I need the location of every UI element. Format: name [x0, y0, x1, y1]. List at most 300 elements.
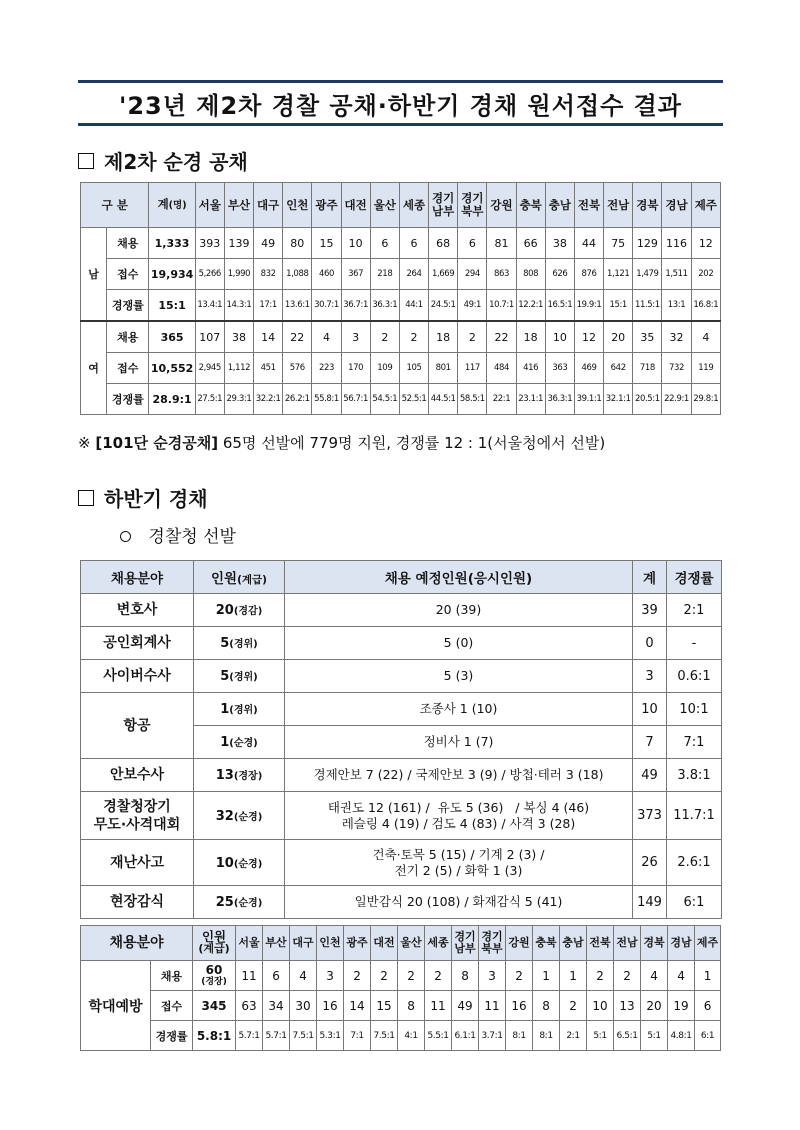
public-recruitment-table — [80, 182, 721, 415]
table-row — [81, 259, 721, 290]
page-title: '23년 제2차 경찰 공채·하반기 경채 원서접수 결과 — [78, 80, 723, 126]
plan-cell: 일반감식 20 (108) / 화재감식 5 (41) — [285, 886, 633, 919]
value-cell: 5:1 — [641, 1021, 668, 1051]
value-cell: 16 — [506, 991, 533, 1021]
table-header-row — [81, 183, 721, 228]
value-cell: 22:1 — [487, 384, 516, 415]
value-cell: 105 — [399, 353, 428, 384]
value-cell: 4 — [641, 961, 668, 991]
header-region: 부산 — [263, 926, 290, 961]
value-cell: 3 — [317, 961, 344, 991]
value-cell: 6.5:1 — [614, 1021, 641, 1051]
header-region: 대전 — [371, 926, 398, 961]
ratio-cell: 11.7:1 — [667, 792, 722, 840]
value-cell: 223 — [312, 353, 341, 384]
total-cell: 60 (경장) — [193, 961, 236, 991]
header-region: 대구 — [290, 926, 317, 961]
table-header-row — [81, 561, 722, 594]
ratio-cell: 6:1 — [667, 886, 722, 919]
header-region: 전북 — [574, 183, 603, 228]
value-cell: 6 — [263, 961, 290, 991]
value-cell: 1 — [695, 961, 721, 991]
header-region: 광주 — [344, 926, 371, 961]
value-cell: 19.9:1 — [574, 290, 603, 322]
header-region: 대구 — [254, 183, 283, 228]
note-label: [101단 순경공채] — [95, 434, 219, 452]
value-cell: 4 — [312, 321, 341, 353]
value-cell: 23.1:1 — [516, 384, 545, 415]
row-label-cell: 접수 — [107, 353, 149, 384]
value-cell: 54.5:1 — [370, 384, 399, 415]
value-cell: 2 — [560, 991, 587, 1021]
value-cell: 7.5:1 — [371, 1021, 398, 1051]
value-cell: 29.8:1 — [691, 384, 720, 415]
total-cell: 373 — [633, 792, 667, 840]
value-cell: 13.4:1 — [195, 290, 224, 322]
value-cell: 19 — [668, 991, 695, 1021]
header-region: 충북 — [516, 183, 545, 228]
value-cell: 294 — [458, 259, 487, 290]
value-cell: 16.5:1 — [545, 290, 574, 322]
value-cell: 2,945 — [195, 353, 224, 384]
row-label-cell: 채용 — [151, 961, 193, 991]
value-cell: 6 — [370, 228, 399, 259]
square-bullet-icon — [78, 490, 94, 506]
row-label-cell: 채용 — [107, 321, 149, 353]
total-cell: 26 — [633, 840, 667, 886]
value-cell: 2:1 — [560, 1021, 587, 1051]
value-cell: 1 — [533, 961, 560, 991]
plan-cell: 5 (3) — [285, 660, 633, 693]
value-cell: 416 — [516, 353, 545, 384]
ratio-cell: 0.6:1 — [667, 660, 722, 693]
value-cell: 36.7:1 — [341, 290, 370, 322]
field-cell: 재난사고 — [81, 840, 194, 886]
value-cell: 5.5:1 — [425, 1021, 452, 1051]
value-cell: 1 — [560, 961, 587, 991]
total-cell: 19,934 — [149, 259, 195, 290]
header-region: 충북 — [533, 926, 560, 961]
header-region: 서울 — [236, 926, 263, 961]
value-cell: 10 — [587, 991, 614, 1021]
value-cell: 202 — [691, 259, 720, 290]
value-cell: 10 — [341, 228, 370, 259]
value-cell: 732 — [662, 353, 691, 384]
value-cell: 44 — [574, 228, 603, 259]
value-cell: 20.5:1 — [633, 384, 662, 415]
total-cell: 28.9:1 — [149, 384, 195, 415]
table-row — [81, 1021, 721, 1051]
value-cell: 4:1 — [398, 1021, 425, 1051]
value-cell: 32.2:1 — [254, 384, 283, 415]
category-cell: 학대예방 — [81, 961, 151, 1051]
value-cell: 460 — [312, 259, 341, 290]
total-cell: 49 — [633, 759, 667, 792]
header-total: 계(명) — [149, 183, 195, 228]
value-cell: 11 — [479, 991, 506, 1021]
value-cell: 30.7:1 — [312, 290, 341, 322]
field-cell: 현장감식 — [81, 886, 194, 919]
header-region: 서울 — [195, 183, 224, 228]
value-cell: 14 — [344, 991, 371, 1021]
value-cell: 12 — [691, 228, 720, 259]
value-cell: 58.5:1 — [458, 384, 487, 415]
value-cell: 1,669 — [429, 259, 458, 290]
note-101st-recruitment: ※ [101단 순경공채] 65명 선발에 779명 지원, 경쟁률 12 : 1(서울청에서 선발) — [78, 434, 606, 452]
plan-cell: 조종사 1 (10) — [285, 693, 633, 726]
career-recruitment-table — [80, 560, 722, 919]
value-cell: 35 — [633, 321, 662, 353]
value-cell: 7.5:1 — [290, 1021, 317, 1051]
value-cell: 18 — [429, 321, 458, 353]
table-row — [81, 759, 722, 792]
value-cell: 4 — [290, 961, 317, 991]
total-cell: 7 — [633, 726, 667, 759]
table-header-row — [81, 926, 721, 961]
value-cell: 16 — [317, 991, 344, 1021]
gender-cell: 남 — [81, 228, 107, 322]
header-region: 경북 — [633, 183, 662, 228]
abuse-prevention-table — [80, 925, 721, 1051]
total-cell: 5.8:1 — [193, 1021, 236, 1051]
value-cell: 469 — [574, 353, 603, 384]
value-cell: 6.1:1 — [452, 1021, 479, 1051]
value-cell: 13 — [614, 991, 641, 1021]
value-cell: 44.5:1 — [429, 384, 458, 415]
header-region: 전남 — [604, 183, 633, 228]
value-cell: 1,112 — [224, 353, 253, 384]
value-cell: 3.7:1 — [479, 1021, 506, 1051]
field-cell: 변호사 — [81, 594, 194, 627]
value-cell: 8:1 — [506, 1021, 533, 1051]
field-cell: 공인회계사 — [81, 627, 194, 660]
subheading-police-agency: 경찰청 선발 — [120, 522, 236, 547]
value-cell: 29.3:1 — [224, 384, 253, 415]
field-cell: 항공 — [81, 693, 194, 759]
value-cell: 27.5:1 — [195, 384, 224, 415]
plan-cell: 5 (0) — [285, 627, 633, 660]
header-plan: 채용 예정인원(응시인원) — [285, 561, 633, 594]
table-row — [81, 886, 722, 919]
header-field: 채용분야 — [81, 561, 194, 594]
table-row — [81, 321, 721, 353]
total-cell: 345 — [193, 991, 236, 1021]
value-cell: 3 — [341, 321, 370, 353]
header-region: 광주 — [312, 183, 341, 228]
header-region: 경기 남부 — [429, 183, 458, 228]
value-cell: 801 — [429, 353, 458, 384]
total-cell: 10,552 — [149, 353, 195, 384]
value-cell: 367 — [341, 259, 370, 290]
value-cell: 49 — [452, 991, 479, 1021]
section-heading-text: 하반기 경채 — [104, 487, 208, 511]
value-cell: 363 — [545, 353, 574, 384]
plan-cell: 태권도 12 (161) / 유도 5 (36) / 복싱 4 (46) 레슬링 4 (19) / 검도 4 (83) / 사격 3 (28) — [285, 792, 633, 840]
value-cell: 8 — [398, 991, 425, 1021]
plan-cell: 20 (39) — [285, 594, 633, 627]
value-cell: 170 — [341, 353, 370, 384]
ratio-cell: 10:1 — [667, 693, 722, 726]
value-cell: 451 — [254, 353, 283, 384]
value-cell: 22 — [283, 321, 312, 353]
value-cell: 119 — [691, 353, 720, 384]
plan-cell: 정비사 1 (7) — [285, 726, 633, 759]
ratio-cell: 7:1 — [667, 726, 722, 759]
section-heading-public-recruitment — [78, 146, 248, 175]
value-cell: 56.7:1 — [341, 384, 370, 415]
header-region: 부산 — [224, 183, 253, 228]
value-cell: 1,088 — [283, 259, 312, 290]
value-cell: 8 — [452, 961, 479, 991]
value-cell: 12 — [574, 321, 603, 353]
value-cell: 15 — [312, 228, 341, 259]
value-cell: 8:1 — [533, 1021, 560, 1051]
header-region: 인천 — [283, 183, 312, 228]
value-cell: 2 — [614, 961, 641, 991]
value-cell: 10 — [545, 321, 574, 353]
count-cell: 25(순경) — [194, 886, 285, 919]
value-cell: 36.3:1 — [545, 384, 574, 415]
table-row — [81, 384, 721, 415]
value-cell: 2 — [371, 961, 398, 991]
count-cell: 13(경장) — [194, 759, 285, 792]
value-cell: 139 — [224, 228, 253, 259]
count-cell: 32(순경) — [194, 792, 285, 840]
header-region: 울산 — [370, 183, 399, 228]
total-cell: 149 — [633, 886, 667, 919]
value-cell: 15 — [371, 991, 398, 1021]
value-cell: 20 — [641, 991, 668, 1021]
value-cell: 5.3:1 — [317, 1021, 344, 1051]
value-cell: 49 — [254, 228, 283, 259]
table-row — [81, 627, 722, 660]
header-region: 제주 — [695, 926, 721, 961]
total-cell: 0 — [633, 627, 667, 660]
value-cell: 5:1 — [587, 1021, 614, 1051]
value-cell: 642 — [604, 353, 633, 384]
value-cell: 49:1 — [458, 290, 487, 322]
total-cell: 15:1 — [149, 290, 195, 322]
value-cell: 32 — [662, 321, 691, 353]
value-cell: 2 — [458, 321, 487, 353]
value-cell: 20 — [604, 321, 633, 353]
ratio-cell: - — [667, 627, 722, 660]
value-cell: 14.3:1 — [224, 290, 253, 322]
row-label-cell: 경쟁률 — [151, 1021, 193, 1051]
value-cell: 5.7:1 — [263, 1021, 290, 1051]
value-cell: 38 — [224, 321, 253, 353]
value-cell: 11.5:1 — [633, 290, 662, 322]
table-row — [81, 290, 721, 322]
header-region: 강원 — [487, 183, 516, 228]
value-cell: 38 — [545, 228, 574, 259]
total-cell: 10 — [633, 693, 667, 726]
total-cell: 365 — [149, 321, 195, 353]
table-row — [81, 594, 722, 627]
value-cell: 1,121 — [604, 259, 633, 290]
value-cell: 36.3:1 — [370, 290, 399, 322]
count-cell: 5(경위) — [194, 627, 285, 660]
field-cell: 사이버수사 — [81, 660, 194, 693]
value-cell: 22 — [487, 321, 516, 353]
section-heading-text: 제2차 순경 공채 — [104, 150, 248, 174]
header-count: 인원 (계급) — [193, 926, 236, 961]
value-cell: 484 — [487, 353, 516, 384]
value-cell: 626 — [545, 259, 574, 290]
table-row — [81, 991, 721, 1021]
header-region: 인천 — [317, 926, 344, 961]
header-region: 세종 — [425, 926, 452, 961]
value-cell: 8 — [533, 991, 560, 1021]
row-label-cell: 경쟁률 — [107, 384, 149, 415]
value-cell: 4.8:1 — [668, 1021, 695, 1051]
count-cell: 5(경위) — [194, 660, 285, 693]
value-cell: 68 — [429, 228, 458, 259]
field-cell: 경찰청장기 무도·사격대회 — [81, 792, 194, 840]
header-total: 계 — [633, 561, 667, 594]
value-cell: 11 — [425, 991, 452, 1021]
value-cell: 1,990 — [224, 259, 253, 290]
header-region: 경기 북부 — [479, 926, 506, 961]
plan-cell: 건축·토목 5 (15) / 기계 2 (3) / 전기 2 (5) / 화학 1 (3) — [285, 840, 633, 886]
value-cell: 2 — [399, 321, 428, 353]
value-cell: 6 — [458, 228, 487, 259]
value-cell: 808 — [516, 259, 545, 290]
count-cell: 1(순경) — [194, 726, 285, 759]
circle-bullet-icon — [120, 531, 131, 542]
header-ratio: 경쟁률 — [667, 561, 722, 594]
value-cell: 63 — [236, 991, 263, 1021]
value-cell: 2 — [425, 961, 452, 991]
value-cell: 2 — [587, 961, 614, 991]
value-cell: 264 — [399, 259, 428, 290]
header-region: 경북 — [641, 926, 668, 961]
value-cell: 5.7:1 — [236, 1021, 263, 1051]
total-cell: 3 — [633, 660, 667, 693]
gender-cell: 여 — [81, 321, 107, 415]
value-cell: 32.1:1 — [604, 384, 633, 415]
value-cell: 1,511 — [662, 259, 691, 290]
header-region: 경남 — [662, 183, 691, 228]
table-row — [81, 353, 721, 384]
table-row — [81, 228, 721, 259]
value-cell: 11 — [236, 961, 263, 991]
table-row — [81, 693, 722, 726]
ratio-cell: 2.6:1 — [667, 840, 722, 886]
row-label-cell: 접수 — [107, 259, 149, 290]
value-cell: 1,479 — [633, 259, 662, 290]
square-bullet-icon — [78, 153, 94, 169]
count-cell: 1(경위) — [194, 693, 285, 726]
field-cell: 안보수사 — [81, 759, 194, 792]
value-cell: 24.5:1 — [429, 290, 458, 322]
value-cell: 218 — [370, 259, 399, 290]
total-cell: 39 — [633, 594, 667, 627]
value-cell: 55.8:1 — [312, 384, 341, 415]
value-cell: 12.2:1 — [516, 290, 545, 322]
count-cell: 10(순경) — [194, 840, 285, 886]
total-cell: 1,333 — [149, 228, 195, 259]
header-region: 경기 남부 — [452, 926, 479, 961]
value-cell: 75 — [604, 228, 633, 259]
value-cell: 81 — [487, 228, 516, 259]
value-cell: 14 — [254, 321, 283, 353]
value-cell: 44:1 — [399, 290, 428, 322]
plan-cell: 경제안보 7 (22) / 국제안보 3 (9) / 방첩·테러 3 (18) — [285, 759, 633, 792]
value-cell: 129 — [633, 228, 662, 259]
value-cell: 6 — [399, 228, 428, 259]
value-cell: 2 — [506, 961, 533, 991]
value-cell: 16.8:1 — [691, 290, 720, 322]
header-region: 경남 — [668, 926, 695, 961]
value-cell: 30 — [290, 991, 317, 1021]
table-row — [81, 961, 721, 991]
value-cell: 26.2:1 — [283, 384, 312, 415]
ratio-cell: 3.8:1 — [667, 759, 722, 792]
value-cell: 5,266 — [195, 259, 224, 290]
value-cell: 15:1 — [604, 290, 633, 322]
header-region: 충남 — [560, 926, 587, 961]
value-cell: 876 — [574, 259, 603, 290]
header-region: 대전 — [341, 183, 370, 228]
value-cell: 116 — [662, 228, 691, 259]
value-cell: 13.6:1 — [283, 290, 312, 322]
value-cell: 109 — [370, 353, 399, 384]
value-cell: 17:1 — [254, 290, 283, 322]
value-cell: 39.1:1 — [574, 384, 603, 415]
value-cell: 80 — [283, 228, 312, 259]
note-text: 65명 선발에 779명 지원, 경쟁률 12 : 1(서울청에서 선발) — [222, 434, 606, 452]
table-row — [81, 840, 722, 886]
value-cell: 117 — [458, 353, 487, 384]
value-cell: 18 — [516, 321, 545, 353]
header-region: 울산 — [398, 926, 425, 961]
value-cell: 576 — [283, 353, 312, 384]
value-cell: 2 — [370, 321, 399, 353]
value-cell: 393 — [195, 228, 224, 259]
header-region: 전남 — [614, 926, 641, 961]
section-heading-career-recruitment — [78, 483, 208, 512]
table-row — [81, 792, 722, 840]
value-cell: 7:1 — [344, 1021, 371, 1051]
value-cell: 52.5:1 — [399, 384, 428, 415]
value-cell: 6 — [695, 991, 721, 1021]
table-row — [81, 660, 722, 693]
header-gubun: 구 분 — [81, 183, 149, 228]
value-cell: 6:1 — [695, 1021, 721, 1051]
header-field: 채용분야 — [81, 926, 193, 961]
value-cell: 10.7:1 — [487, 290, 516, 322]
value-cell: 832 — [254, 259, 283, 290]
header-region: 제주 — [691, 183, 720, 228]
value-cell: 3 — [479, 961, 506, 991]
header-count: 인원(계급) — [194, 561, 285, 594]
value-cell: 13:1 — [662, 290, 691, 322]
row-label-cell: 채용 — [107, 228, 149, 259]
value-cell: 863 — [487, 259, 516, 290]
value-cell: 22.9:1 — [662, 384, 691, 415]
value-cell: 2 — [398, 961, 425, 991]
header-region: 세종 — [399, 183, 428, 228]
header-region: 충남 — [545, 183, 574, 228]
value-cell: 66 — [516, 228, 545, 259]
count-cell: 20(경감) — [194, 594, 285, 627]
row-label-cell: 접수 — [151, 991, 193, 1021]
value-cell: 4 — [691, 321, 720, 353]
ratio-cell: 2:1 — [667, 594, 722, 627]
value-cell: 107 — [195, 321, 224, 353]
value-cell: 2 — [344, 961, 371, 991]
